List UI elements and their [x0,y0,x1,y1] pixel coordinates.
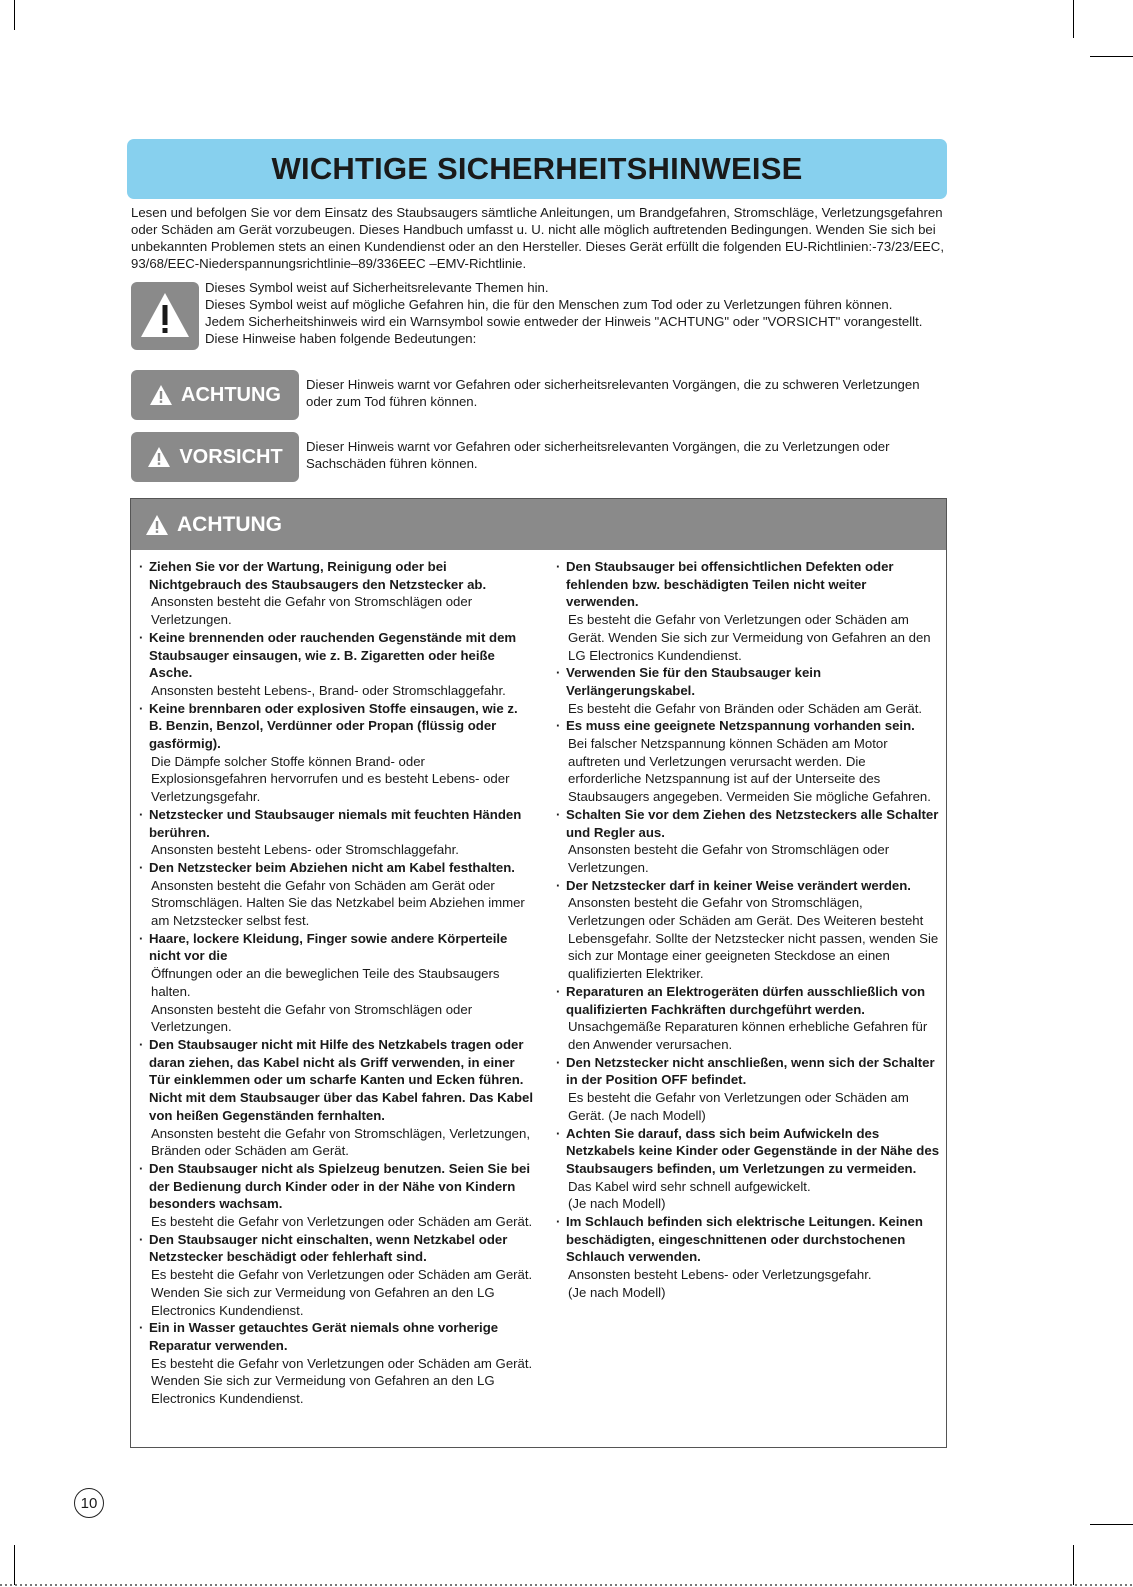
item-text: Ansonsten besteht die Gefahr von Stromschlägen oder Verletzungen. [151,1001,473,1035]
item-text: Unsachgemäße Reparaturen können erhebliche Gefahren für den Anwender verursachen. [568,1019,928,1052]
safety-item [556,717,941,806]
safety-item [139,629,533,700]
left-column [139,558,533,1408]
item-heading: Ziehen Sie vor der Wartung, Reinigung oder bei Nichtgebrauch des Staubsaugers den Netzstecker ab. [149,559,487,592]
item-heading: Es muss eine geeignete Netzspannung vorhanden sein. [566,718,915,734]
crop-mark [14,0,15,30]
bullet: · [139,806,144,822]
item-text: Es besteht die Gefahr von Verletzungen oder Schäden am Gerät. Wenden Sie sich zur Vermeidung von Gefahren an den LG Electronics Kundendienst. [151,1355,533,1407]
item-text: Ansonsten besteht die Gefahr von Stromschlägen oder Verletzungen. [151,594,473,628]
item-text: Es besteht die Gefahr von Bränden oder Schäden am Gerät. [568,700,923,716]
bullet: · [556,877,561,893]
item-heading: Der Netzstecker darf in keiner Weise verändert werden. [566,877,911,893]
symbol-line: Dieses Symbol weist auf mögliche Gefahren hin, die für den Menschen zum Tod oder zu Verletzungen führen können. [205,297,893,312]
item-text: Es besteht die Gefahr von Verletzungen oder Schäden am Gerät. Wenden Sie sich zur Vermeidung von Gefahren an den LG Electronics Kundendienst. [568,612,931,663]
safety-item [139,1231,533,1320]
achtung-panel-title: ACHTUNG [177,512,282,536]
symbol-line: Jedem Sicherheitshinweis wird ein Warnsymbol sowie entweder der Hinweis "ACHTUNG" oder "VORSICHT" vorangestellt. [205,314,923,329]
intro-paragraph: Lesen und befolgen Sie vor dem Einsatz des Staubsaugers sämtliche Anleitungen, um Brandgefahren, Stromschläge, Verletzungsgefahren oder Schäden am Gerät vorzubeugen. Dieses Handbuch umfasst u. U. nicht alle möglich auftretenden Bedingungen. Wenden Sie sich bei unbekannten Problemen stets an einen Kundendienst oder an den Hersteller. Dieses Gerät erfüllt die folgenden EU-Richtlinien:-73/23/EEC, 93/68/EEC-Niederspannungsrichtlinie–89/336EEC –EMV-Richtlinie. [131,205,944,271]
symbol-line: Diese Hinweise haben folgende Bedeutungen: [205,331,477,346]
warning-triangle-icon [147,446,171,468]
page-number: 10 [74,1488,104,1518]
safety-item [139,930,533,1036]
symbol-explanation [205,279,945,347]
page-title: WICHTIGE SICHERHEITSHINWEISE [271,151,803,186]
warning-triangle-icon [149,384,173,406]
title-banner [127,139,947,199]
safety-item [556,806,941,877]
item-heading: Den Staubsauger nicht als Spielzeug benutzen. Seien Sie bei der Bedienung durch Kinder oder in der Nähe von Kindern besonders wachsam. [149,1160,531,1212]
crop-mark [14,1545,15,1585]
safety-item [556,983,941,1054]
safety-item [556,1125,941,1214]
bullet: · [556,718,561,734]
bullet: · [139,1036,144,1052]
item-text: Es besteht die Gefahr von Verletzungen oder Schäden am Gerät. (Je nach Modell) [568,1090,909,1123]
item-text: Ansonsten besteht die Gefahr von Stromschlägen, Verletzungen, Bränden oder Schäden am Gerät. [151,1125,531,1159]
safety-item [556,664,941,717]
item-heading: Haare, lockere Kleidung, Finger sowie andere Körperteile nicht vor die [149,930,508,964]
safety-item [139,1036,533,1160]
item-text: (Je nach Modell) [568,1196,666,1212]
crop-mark [1073,0,1074,38]
item-text: Die Dämpfe solcher Stoffe können Brand- oder Explosionsgefahren hervorrufen und es besteht Lebens- oder Verletzungsgefahr. [151,753,510,805]
safety-item [139,558,533,629]
item-text: Bei falscher Netzspannung können Schäden am Motor auftreten und Verletzungen verursacht werden. Die erforderliche Netzspannung ist auf der Unterseite des Staubsaugers angegeben. Vermeiden Sie mögliche Gefahren. [568,736,931,805]
item-text: Ansonsten besteht Lebens- oder Verletzungsgefahr. [568,1267,872,1283]
achtung-description: Dieser Hinweis warnt vor Gefahren oder sicherheitsrelevanten Vorgängen, die zu schweren Verletzungen oder zum Tod führen können. [306,377,920,409]
item-text: Ansonsten besteht Lebens-, Brand- oder Stromschlaggefahr. [151,682,506,698]
symbol-line: Dieses Symbol weist auf Sicherheitsrelevante Themen hin. [205,280,549,295]
item-text: Ansonsten besteht die Gefahr von Stromschlägen, Verletzungen oder Schäden am Gerät. Des Weiteren besteht Lebensgefahr. Sollte der Netzstecker nicht passen, wenden Sie sich zur Montage einer geeigneten Steckdose an einen qualifizierten Elektriker. [568,895,939,982]
item-heading: Verwenden Sie für den Staubsauger kein Verlängerungskabel. [566,665,822,698]
achtung-panel [130,498,947,1448]
item-text: Ansonsten besteht die Gefahr von Stromschlägen oder Verletzungen. [568,842,890,875]
bullet: · [556,806,561,822]
item-text: (Je nach Modell) [568,1284,666,1300]
dotted-rule [0,1584,1133,1586]
bullet: · [556,665,561,681]
item-text: Es besteht die Gefahr von Verletzungen oder Schäden am Gerät. Wenden Sie sich zur Vermeidung von Gefahren an den LG Electronics Kundendienst. [151,1267,533,1318]
right-column [556,558,941,1302]
safety-item [139,859,533,930]
safety-item [139,1319,533,1408]
item-text: Öffnungen oder an die beweglichen Teile des Staubsaugers halten. [151,966,500,999]
item-heading: Den Staubsauger nicht mit Hilfe des Netzkabels tragen oder daran ziehen, das Kabel nicht als Griff verwenden, in einer Tür einklemmen oder um scharfe Kanten und Ecken führen. Nicht mit dem Staubsauger über das Kabel fahren. Das Kabel von heißen Gegenständen fernhalten. [149,1036,534,1123]
bullet: · [139,1231,144,1247]
item-heading: Den Staubsauger nicht einschalten, wenn Netzkabel oder Netzstecker beschädigt oder fehlerhaft sind. [149,1231,508,1265]
safety-item [139,700,533,806]
vorsicht-description: Dieser Hinweis warnt vor Gefahren oder sicherheitsrelevanten Vorgängen, die zu Verletzungen oder Sachschäden führen können. [306,439,890,471]
item-heading: Im Schlauch befinden sich elektrische Leitungen. Keinen beschädigten, eingeschnittenen oder durchstochenen Schlauch verwenden. [566,1214,923,1265]
item-heading: Netzstecker und Staubsauger niemals mit feuchten Händen berühren. [149,806,522,840]
bullet: · [139,559,144,574]
achtung-label [131,370,299,420]
bullet: · [556,559,561,574]
item-heading: Den Netzstecker nicht anschließen, wenn sich der Schalter in der Position OFF befindet. [566,1054,935,1088]
bullet: · [139,629,144,645]
bullet: · [556,983,561,999]
achtung-label-text: ACHTUNG [181,383,281,406]
bullet: · [556,1214,561,1230]
item-text: Ansonsten besteht Lebens- oder Stromschlaggefahr. [151,842,459,858]
vorsicht-label [131,432,299,482]
item-heading: Achten Sie darauf, dass sich beim Aufwickeln des Netzkabels keine Kinder oder Gegenstände in der Nähe des Staubsaugers befinden, um Verletzungen zu vermeiden. [566,1125,940,1176]
crop-mark [1090,56,1133,57]
crop-mark [1090,1524,1133,1525]
warning-triangle-icon [145,514,169,536]
warning-symbol-box [131,282,199,350]
safety-item [556,1213,941,1302]
bullet: · [139,930,144,946]
item-heading: Keine brennbaren oder explosiven Stoffe einsaugen, wie z. B. Benzin, Benzol, Verdünner oder Propan (flüssig oder gasförmig). [149,700,518,752]
achtung-panel-header [131,499,946,550]
safety-item [139,1160,533,1231]
bullet: · [139,1160,144,1176]
item-text: Es besteht die Gefahr von Verletzungen oder Schäden am Gerät. [151,1214,533,1230]
crop-mark [1073,1545,1074,1585]
item-heading: Reparaturen an Elektrogeräten dürfen ausschließlich von qualifizierten Fachkräften durchgeführt werden. [566,983,926,1017]
item-heading: Ein in Wasser getauchtes Gerät niemals ohne vorherige Reparatur verwenden. [149,1320,499,1353]
exclamation-icon [138,289,192,343]
bullet: · [139,859,144,875]
safety-item [556,1054,941,1125]
bullet: · [556,1054,561,1070]
item-heading: Schalten Sie vor dem Ziehen des Netzsteckers alle Schalter und Regler aus. [566,806,939,840]
item-text: Das Kabel wird sehr schnell aufgewickelt. [568,1178,811,1194]
safety-item [556,558,941,664]
item-text: Ansonsten besteht die Gefahr von Schäden am Gerät oder Stromschlägen. Halten Sie das Netzkabel beim Abziehen immer am Netzstecker selbst fest. [151,877,525,929]
bullet: · [139,1320,144,1336]
bullet: · [139,700,144,716]
item-heading: Den Staubsauger bei offensichtlichen Defekten oder fehlenden bzw. beschädigten Teilen nicht weiter verwenden. [566,559,894,610]
item-heading: Keine brennenden oder rauchenden Gegenstände mit dem Staubsauger einsaugen, wie z. B. Zigaretten oder heiße Asche. [149,629,517,681]
vorsicht-label-text: VORSICHT [179,445,283,468]
bullet: · [556,1125,561,1141]
item-heading: Den Netzstecker beim Abziehen nicht am Kabel festhalten. [149,859,515,875]
safety-item [139,806,533,859]
safety-item [556,877,941,983]
